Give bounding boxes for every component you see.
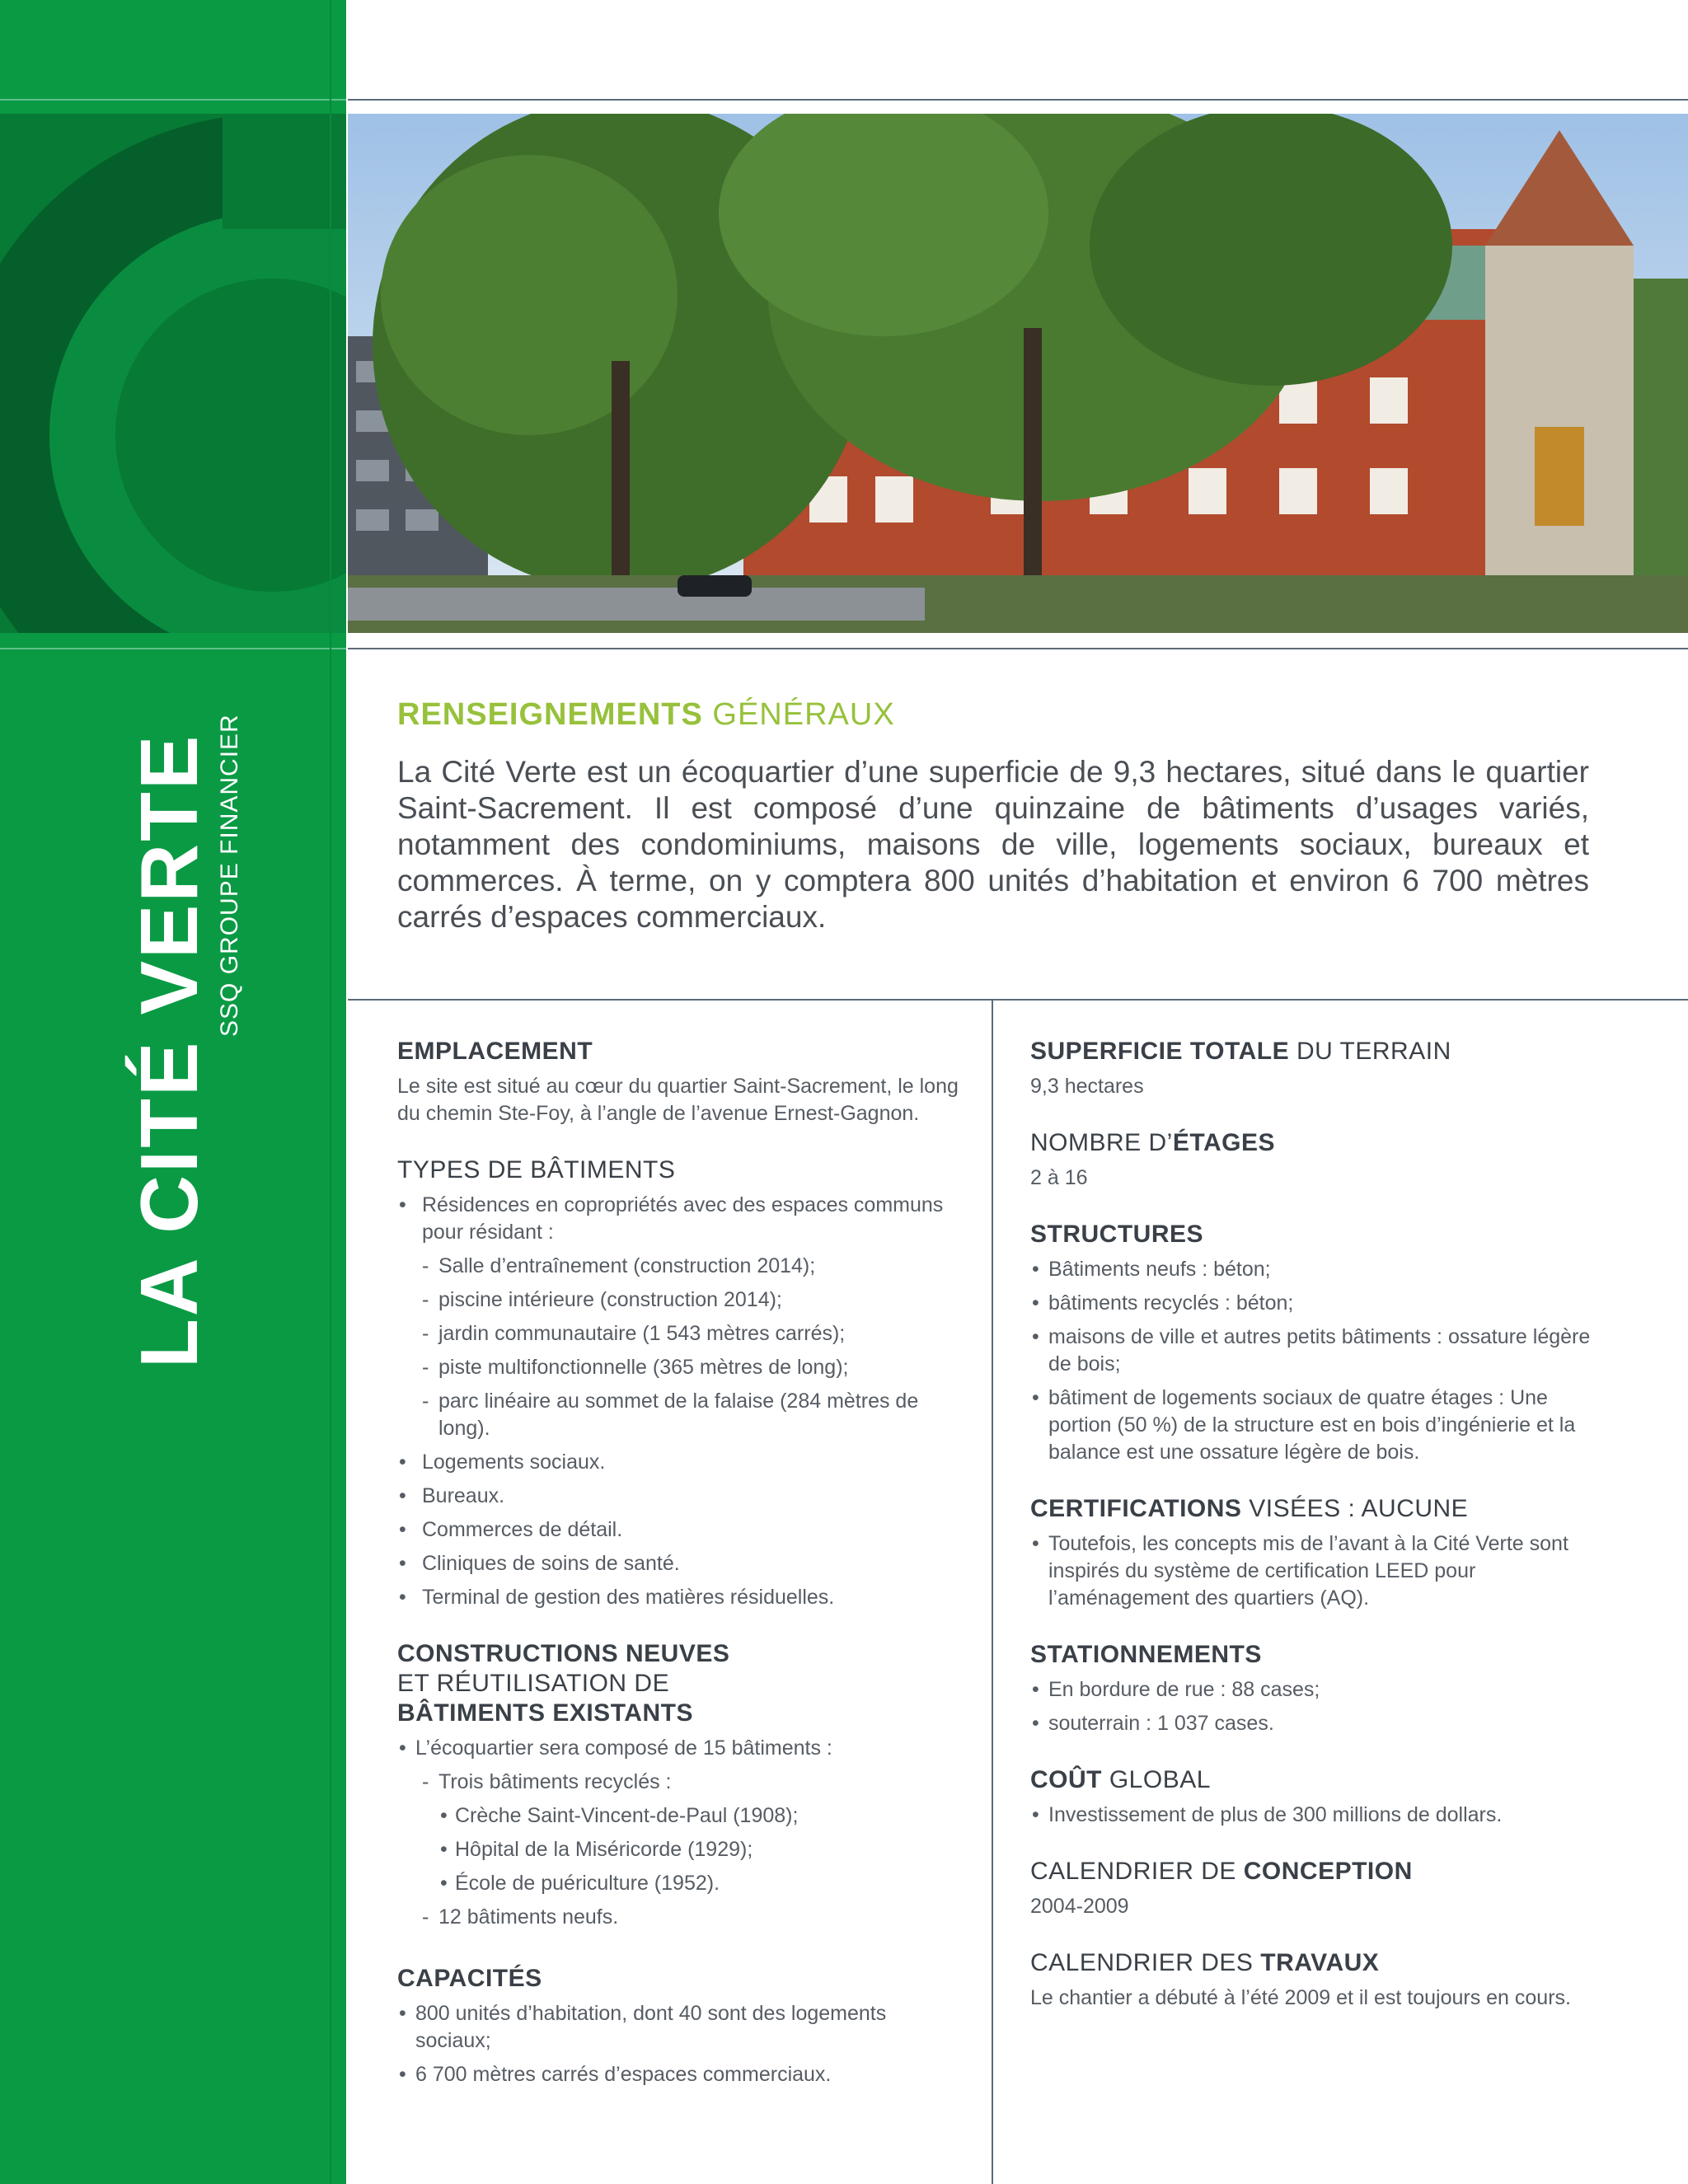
document-subtitle: SSQ GROUPE FINANCIER xyxy=(216,714,243,1037)
travaux-section xyxy=(1030,1948,1599,2012)
certifications-section xyxy=(1030,1494,1599,1612)
sidebar-logo-band xyxy=(0,114,346,633)
etages-section xyxy=(1030,1128,1599,1192)
list-item: - parc linéaire au sommet de la falaise (284 mètres de long). xyxy=(397,1388,966,1442)
list-item: - 12 bâtiments neufs. xyxy=(397,1904,966,1931)
list-item: • 6 700 mètres carrés d’espaces commerciaux. xyxy=(397,2061,966,2088)
superficie-heading-bold: SUPERFICIE TOTALE xyxy=(1030,1038,1290,1065)
list-item: • maisons de ville et autres petits bâtiments : ossature légère de bois; xyxy=(1030,1324,1599,1378)
list-item: - piscine intérieure (construction 2014); xyxy=(397,1286,966,1314)
general-heading-light: GÉNÉRAUX xyxy=(712,697,895,732)
list-item: - Trois bâtiments recyclés : xyxy=(397,1769,966,1796)
logo-ring-graphic xyxy=(0,114,346,633)
list-item: - jardin communautaire (1 543 mètres carrés); xyxy=(397,1320,966,1347)
types-section xyxy=(397,1155,966,1611)
list-item: • Toutefois, les concepts mis de l’avant à la Cité Verte sont inspirés du système de certification LEED pour l’aménagement des quartiers (AQ). xyxy=(1030,1530,1599,1612)
constructions-heading-line3: BÂTIMENTS EXISTANTS xyxy=(397,1699,693,1727)
conception-text: 2004-2009 xyxy=(1030,1895,1129,1918)
list-item: • Hôpital de la Miséricorde (1929); xyxy=(397,1836,966,1863)
capacites-section xyxy=(397,1964,966,2088)
sidebar xyxy=(0,0,346,2184)
structures-list xyxy=(1030,1256,1599,1466)
travaux-text: Le chantier a débuté à l’été 2009 et il est toujours en cours. xyxy=(1030,1986,1571,2009)
list-item: • Crèche Saint-Vincent-de-Paul (1908); xyxy=(397,1802,966,1830)
structures-section xyxy=(1030,1220,1599,1466)
structures-heading: STRUCTURES xyxy=(1030,1221,1204,1248)
list-item: - piste multifonctionnelle (365 mètres de long); xyxy=(397,1354,966,1381)
section-rule xyxy=(348,999,1688,1001)
list-item: • Logements sociaux. xyxy=(397,1449,966,1476)
types-list xyxy=(397,1192,966,1611)
cout-list xyxy=(1030,1802,1599,1829)
certifications-heading-light: VISÉES : AUCUNE xyxy=(1249,1495,1469,1522)
list-item: • L’écoquartier sera composé de 15 bâtiments : xyxy=(397,1735,966,1762)
stationnements-section xyxy=(1030,1640,1599,1737)
emplacement-heading: EMPLACEMENT xyxy=(397,1038,593,1065)
superficie-heading-light: DU TERRAIN xyxy=(1296,1038,1451,1065)
list-item: • Résidences en copropriétés avec des espaces communs pour résidant : xyxy=(397,1192,966,1246)
list-item: • bâtiments recyclés : béton; xyxy=(1030,1290,1599,1317)
superficie-section xyxy=(1030,1037,1599,1100)
list-item: • Terminal de gestion des matières résiduelles. xyxy=(397,1584,966,1611)
capacites-heading: CAPACITÉS xyxy=(397,1965,542,1992)
building-photo xyxy=(348,114,1688,633)
conception-heading-bold: CONCEPTION xyxy=(1243,1858,1413,1885)
list-item: • bâtiment de logements sociaux de quatre étages : Une portion (50 %) de la structure est en bois d’ingénierie et la balance est une ossature légère de bois. xyxy=(1030,1385,1599,1466)
vertical-title xyxy=(124,626,243,1368)
list-item: - Salle d’entraînement (construction 2014); xyxy=(397,1253,966,1280)
list-item: • École de puériculture (1952). xyxy=(397,1870,966,1897)
document-title: LA CITÉ VERTE xyxy=(124,733,214,1368)
photo-rule xyxy=(348,648,1688,649)
constructions-list xyxy=(397,1735,966,1931)
general-info-paragraph: La Cité Verte est un écoquartier d’une superficie de 9,3 hectares, situé dans le quartier Saint-Sacrement. Il est composé d’une quinzaine de bâtiments d’usages variés, notamment des condominiums, maisons de ville, logements sociaux, bureaux et commerces. À terme, on y comptera 800 unités d’habitation et environ 6 700 mètres carrés d’espaces commerciaux. xyxy=(397,755,1589,934)
column-divider xyxy=(992,999,993,2184)
sidebar-edge-line xyxy=(330,0,331,2184)
certifications-heading-bold: CERTIFICATIONS xyxy=(1030,1495,1242,1522)
list-item: • 800 unités d’habitation, dont 40 sont des logements sociaux; xyxy=(397,2000,966,2055)
cout-heading-light: GLOBAL xyxy=(1109,1766,1211,1793)
general-heading-bold: RENSEIGNEMENTS xyxy=(397,697,703,732)
cout-heading-bold: COÛT xyxy=(1030,1766,1102,1793)
conception-heading-light: CALENDRIER DE xyxy=(1030,1858,1236,1885)
list-item: • Commerces de détail. xyxy=(397,1516,966,1544)
travaux-heading-light: CALENDRIER DES xyxy=(1030,1949,1254,1976)
constructions-section xyxy=(397,1639,966,1931)
constructions-heading-line1: CONSTRUCTIONS NEUVES xyxy=(397,1640,730,1667)
etages-text: 2 à 16 xyxy=(1030,1166,1088,1189)
list-item: • Investissement de plus de 300 millions de dollars. xyxy=(1030,1802,1599,1829)
list-item: • En bordure de rue : 88 cases; xyxy=(1030,1676,1599,1704)
list-item: • Bureaux. xyxy=(397,1483,966,1510)
emplacement-section xyxy=(397,1037,966,1127)
conception-section xyxy=(1030,1857,1599,1920)
travaux-heading-bold: TRAVAUX xyxy=(1260,1949,1380,1976)
types-heading: TYPES DE BÂTIMENTS xyxy=(397,1156,676,1183)
etages-heading-bold: ÉTAGES xyxy=(1172,1129,1275,1156)
capacites-list xyxy=(397,2000,966,2088)
stationnements-list xyxy=(1030,1676,1599,1737)
superficie-text: 9,3 hectares xyxy=(1030,1075,1144,1098)
certifications-list xyxy=(1030,1530,1599,1612)
stationnements-heading: STATIONNEMENTS xyxy=(1030,1641,1262,1668)
left-column xyxy=(397,1037,966,2116)
top-rule xyxy=(348,99,1688,101)
emplacement-text: Le site est situé au cœur du quartier Saint-Sacrement, le long du chemin Ste-Foy, à l’angle de l’avenue Ernest-Gagnon. xyxy=(397,1075,959,1125)
general-info-section xyxy=(397,697,1589,935)
cout-section xyxy=(1030,1765,1599,1829)
list-item: • souterrain : 1 037 cases. xyxy=(1030,1710,1599,1737)
constructions-heading-line2: ET RÉUTILISATION DE xyxy=(397,1670,670,1697)
general-info-heading xyxy=(397,697,1589,733)
list-item: • Cliniques de soins de santé. xyxy=(397,1550,966,1577)
sidebar-rule-top xyxy=(0,99,346,101)
list-item: • Bâtiments neufs : béton; xyxy=(1030,1256,1599,1283)
etages-heading-light: NOMBRE D’ xyxy=(1030,1129,1173,1156)
right-column xyxy=(1030,1037,1599,2040)
